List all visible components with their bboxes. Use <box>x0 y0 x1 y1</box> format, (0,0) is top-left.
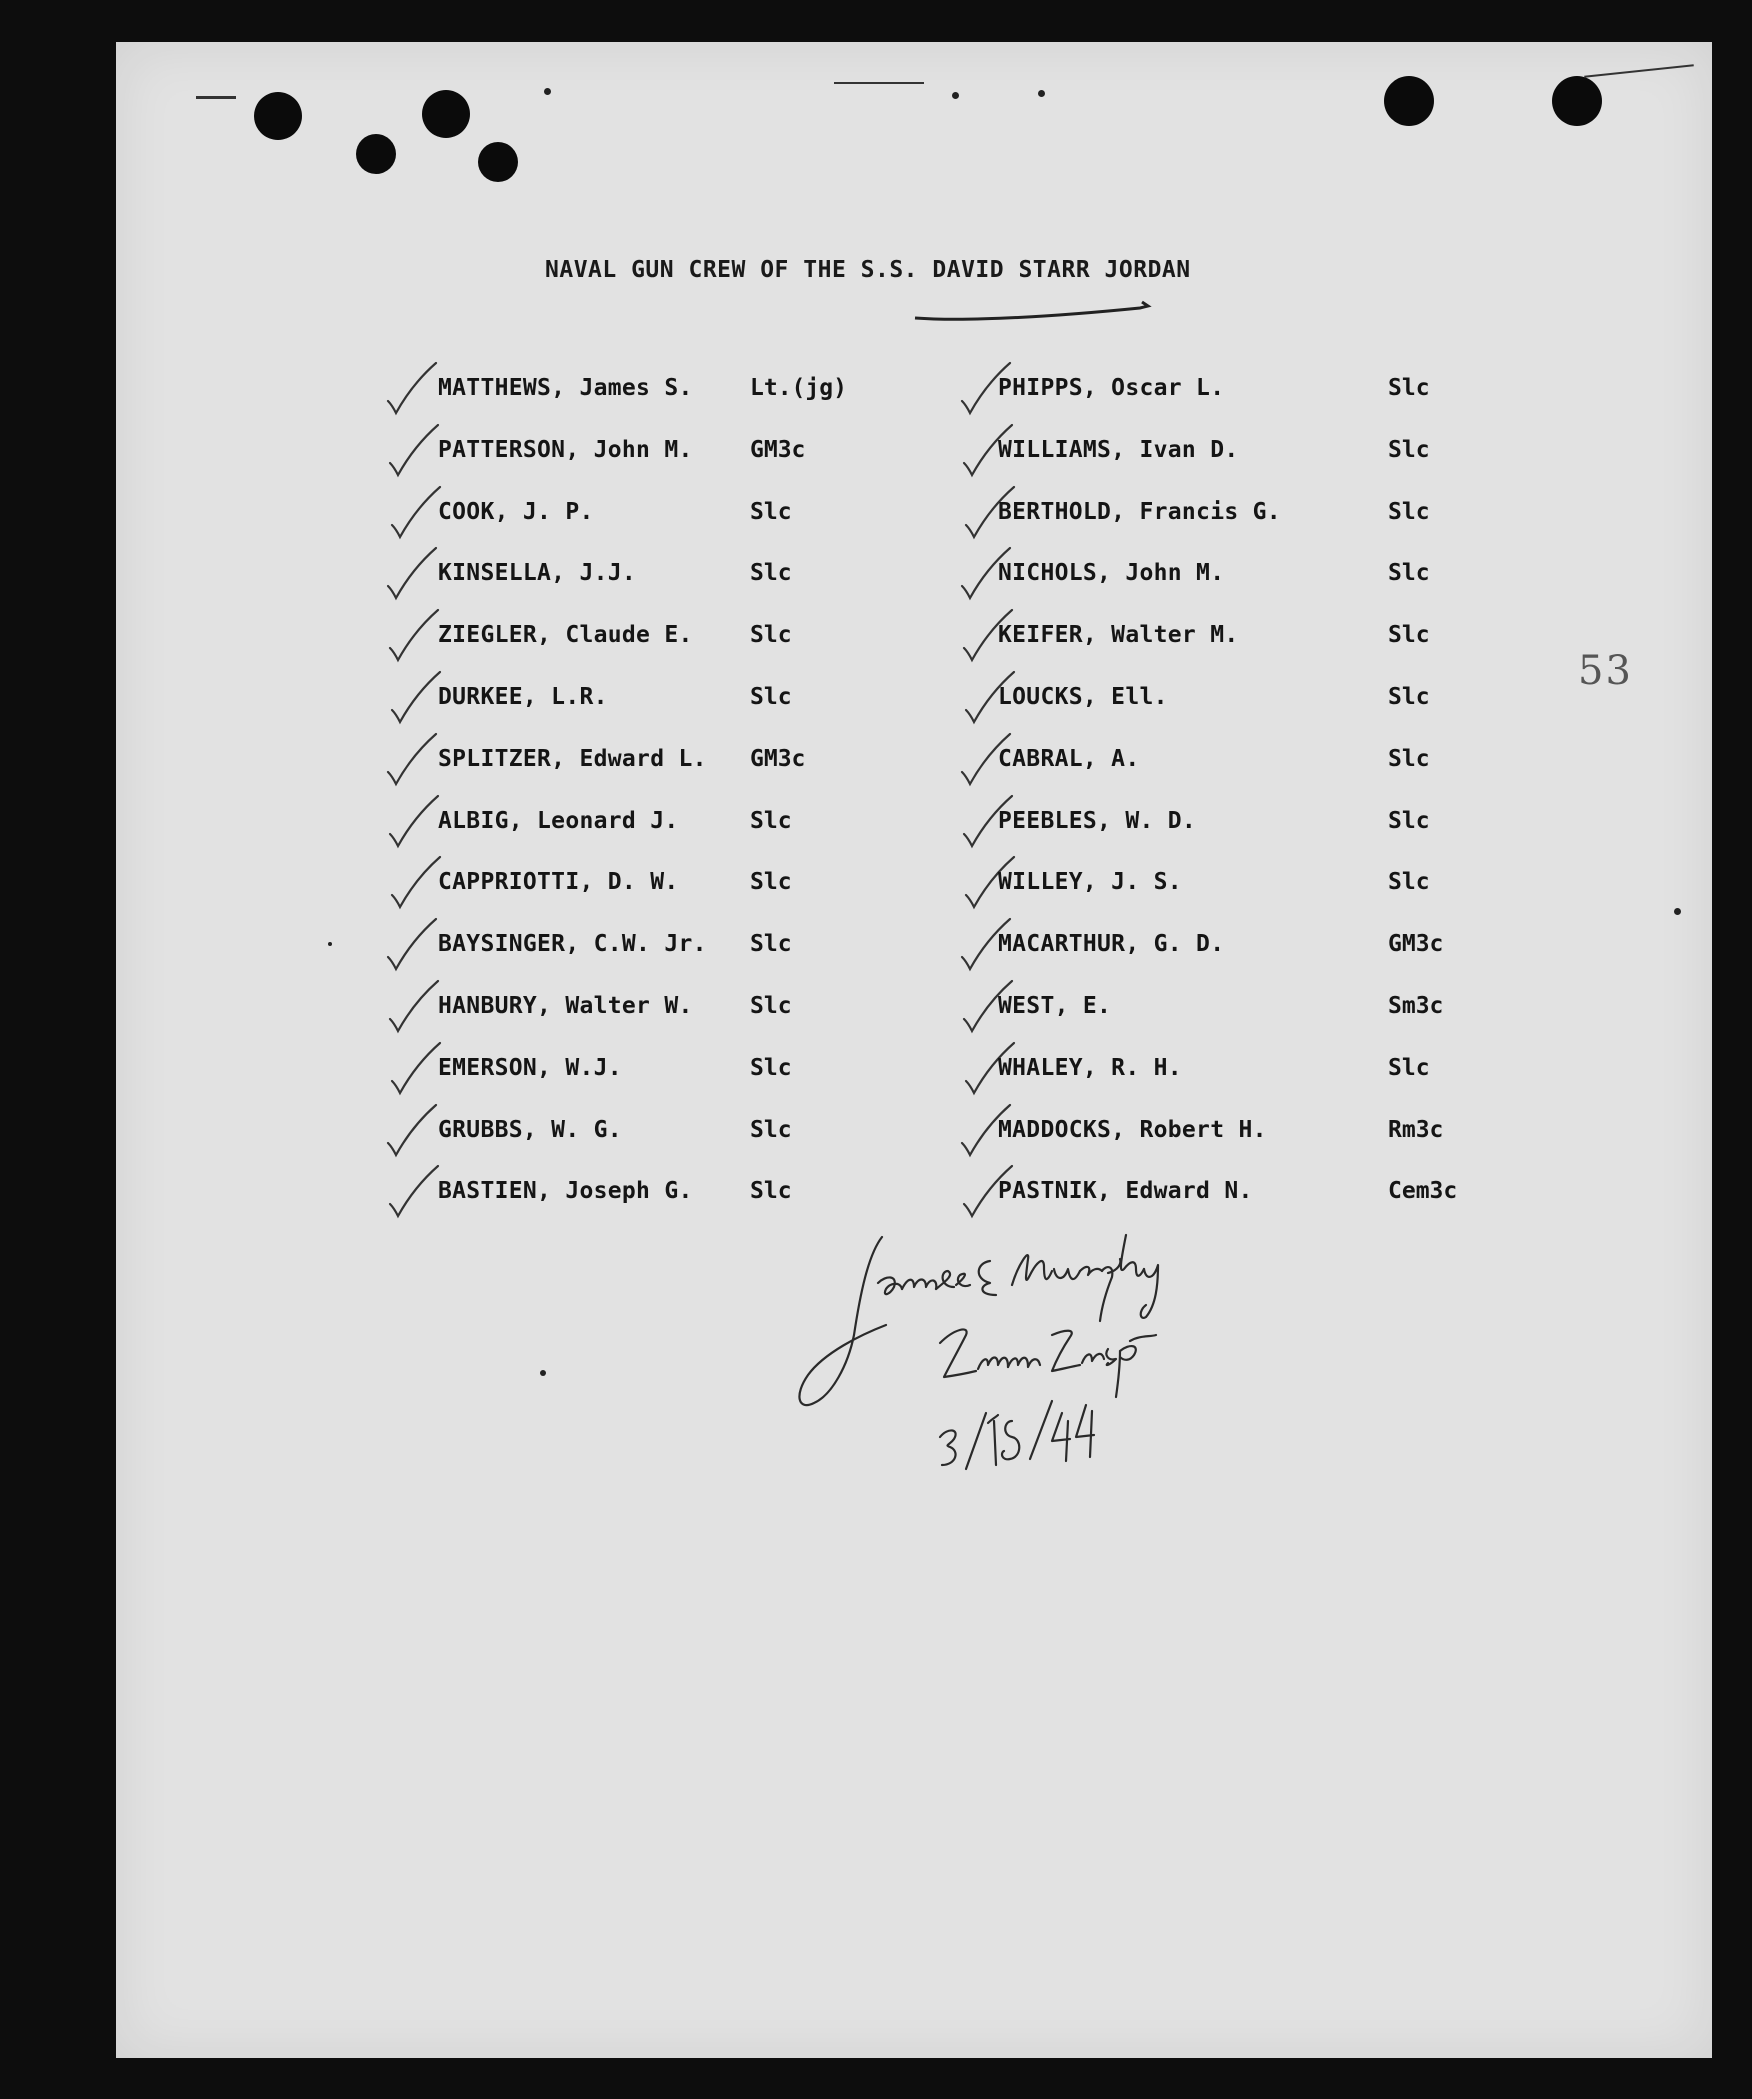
crew-member-rank: Slc <box>1388 375 1430 401</box>
crew-member-name: BAYSINGER, C.W. Jr. <box>438 931 707 957</box>
punch-hole <box>254 92 302 140</box>
crew-member-rank: Lt.(jg) <box>750 375 847 401</box>
crew-member-name: WEST, E. <box>998 993 1112 1019</box>
crew-member-rank: Slc <box>1388 622 1430 648</box>
crew-member-rank: Slc <box>1388 808 1430 834</box>
crew-member-name: BASTIEN, Joseph G. <box>438 1178 693 1204</box>
punch-hole <box>478 142 518 182</box>
crew-member-rank: Slc <box>750 560 792 586</box>
crew-row <box>0 1055 1752 1095</box>
title-underline <box>910 296 1160 326</box>
crew-row <box>0 375 1752 415</box>
crew-member-name: WILLIAMS, Ivan D. <box>998 437 1239 463</box>
crew-member-name: MACARTHUR, G. D. <box>998 931 1225 957</box>
crew-row <box>0 622 1752 662</box>
crew-member-rank: Slc <box>1388 560 1430 586</box>
scan-mark <box>1584 64 1694 77</box>
crew-member-rank: GM3c <box>750 437 806 463</box>
crew-member-name: KINSELLA, J.J. <box>438 560 637 586</box>
crew-member-name: BERTHOLD, Francis G. <box>998 499 1281 525</box>
crew-row <box>0 437 1752 477</box>
crew-member-name: LOUCKS, Ell. <box>998 684 1168 710</box>
crew-member-rank: Slc <box>750 808 792 834</box>
crew-row <box>0 684 1752 724</box>
crew-member-rank: Cem3c <box>1388 1178 1458 1204</box>
crew-member-name: WHALEY, R. H. <box>998 1055 1182 1081</box>
crew-member-rank: Sm3c <box>1388 993 1444 1019</box>
crew-member-rank: Slc <box>1388 499 1430 525</box>
crew-row <box>0 560 1752 600</box>
crew-member-name: PEEBLES, W. D. <box>998 808 1197 834</box>
crew-member-rank: Rm3c <box>1388 1117 1444 1143</box>
scan-speck <box>1038 90 1045 97</box>
crew-member-rank: Slc <box>750 1117 792 1143</box>
punch-hole <box>1552 76 1602 126</box>
crew-member-name: KEIFER, Walter M. <box>998 622 1239 648</box>
crew-member-rank: Slc <box>1388 869 1430 895</box>
crew-member-name: WILLEY, J. S. <box>998 869 1182 895</box>
crew-member-rank: Slc <box>750 993 792 1019</box>
punch-hole <box>1384 76 1434 126</box>
punch-hole <box>356 134 396 174</box>
handwritten-signature <box>790 1225 1250 1525</box>
scan-speck <box>544 88 551 95</box>
crew-member-rank: Slc <box>750 499 792 525</box>
crew-row <box>0 993 1752 1033</box>
crew-member-rank: GM3c <box>1388 931 1444 957</box>
crew-member-rank: Slc <box>750 869 792 895</box>
crew-member-name: COOK, J. P. <box>438 499 594 525</box>
crew-row <box>0 869 1752 909</box>
crew-member-rank: Slc <box>1388 1055 1430 1081</box>
crew-member-rank: GM3c <box>750 746 806 772</box>
punch-hole <box>422 90 470 138</box>
scan-mark <box>834 82 924 84</box>
scan-mark <box>196 96 236 99</box>
crew-row <box>0 1117 1752 1157</box>
crew-member-rank: Slc <box>750 622 792 648</box>
crew-row <box>0 746 1752 786</box>
crew-row <box>0 808 1752 848</box>
crew-member-name: PASTNIK, Edward N. <box>998 1178 1253 1204</box>
crew-member-name: EMERSON, W.J. <box>438 1055 622 1081</box>
crew-member-name: MADDOCKS, Robert H. <box>998 1117 1267 1143</box>
crew-member-rank: Slc <box>750 1178 792 1204</box>
scan-speck <box>1674 908 1681 915</box>
crew-member-name: PATTERSON, John M. <box>438 437 693 463</box>
crew-member-rank: Slc <box>750 1055 792 1081</box>
crew-member-rank: Slc <box>750 931 792 957</box>
document-title: NAVAL GUN CREW OF THE S.S. DAVID STARR JORDAN <box>545 257 1191 283</box>
crew-member-rank: Slc <box>1388 684 1430 710</box>
crew-row <box>0 931 1752 971</box>
crew-row <box>0 499 1752 539</box>
page-number: 53 <box>1578 648 1633 694</box>
crew-member-name: ALBIG, Leonard J. <box>438 808 679 834</box>
crew-member-name: HANBURY, Walter W. <box>438 993 693 1019</box>
crew-member-name: MATTHEWS, James S. <box>438 375 693 401</box>
crew-member-rank: Slc <box>1388 746 1430 772</box>
crew-member-name: SPLITZER, Edward L. <box>438 746 707 772</box>
crew-member-name: GRUBBS, W. G. <box>438 1117 622 1143</box>
crew-member-name: ZIEGLER, Claude E. <box>438 622 693 648</box>
crew-member-rank: Slc <box>1388 437 1430 463</box>
crew-member-name: CABRAL, A. <box>998 746 1140 772</box>
crew-row <box>0 1178 1752 1218</box>
document-page <box>116 42 1712 2058</box>
crew-member-name: NICHOLS, John M. <box>998 560 1225 586</box>
scan-speck <box>540 1370 546 1376</box>
crew-member-rank: Slc <box>750 684 792 710</box>
crew-member-name: CAPPRIOTTI, D. W. <box>438 869 679 895</box>
crew-member-name: PHIPPS, Oscar L. <box>998 375 1225 401</box>
crew-member-name: DURKEE, L.R. <box>438 684 608 710</box>
scan-speck <box>952 92 959 99</box>
